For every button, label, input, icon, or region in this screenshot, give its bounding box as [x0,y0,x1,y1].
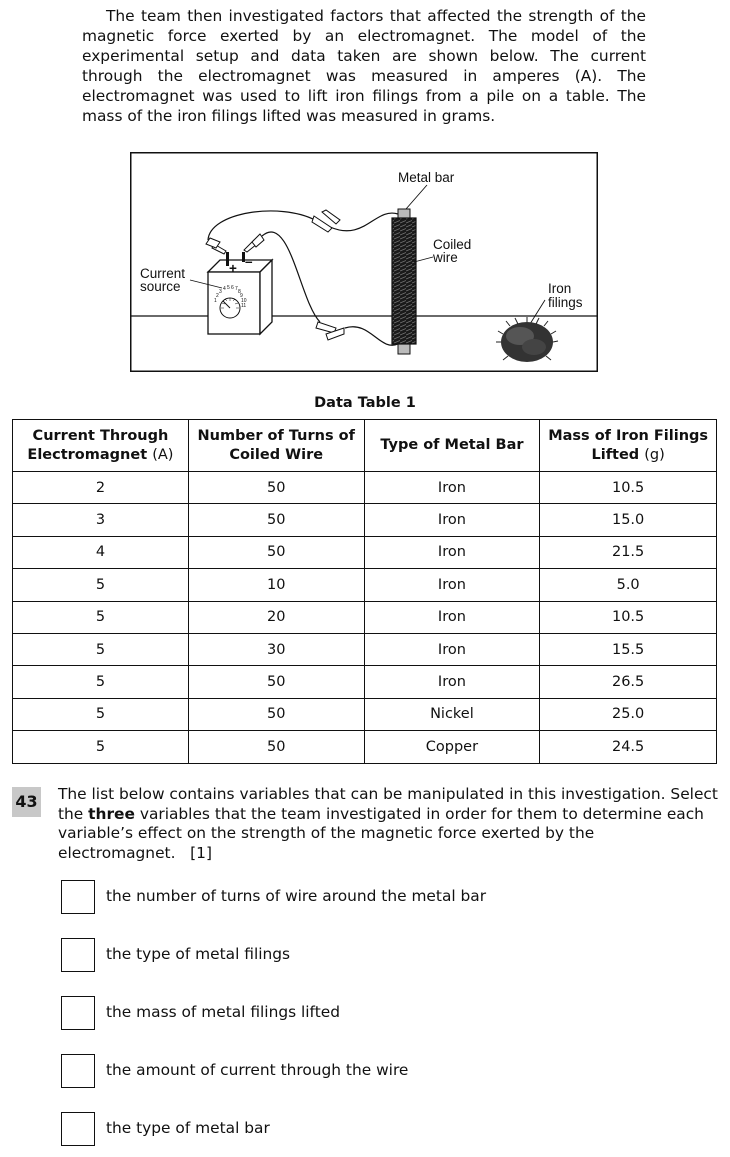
table-cell: 21.5 [540,536,717,568]
table-cell: Iron [364,569,540,601]
table-cell: 15.0 [540,504,717,536]
svg-text:5: 5 [227,285,230,291]
option-checkbox[interactable] [61,1054,95,1088]
header-current: Current Through Electromagnet (A) [13,420,189,472]
option-number-of-turns [61,880,661,914]
option-type-of-filings [61,938,661,972]
option-checkbox[interactable] [61,880,95,914]
table-cell: 5 [13,731,189,763]
svg-text:+: + [229,261,237,276]
svg-text:1: 1 [214,298,217,304]
header-mass: Mass of Iron Filings Lifted (g) [540,420,717,472]
option-label: the number of turns of wire around the metal bar [106,887,487,905]
option-checkbox[interactable] [61,996,95,1030]
svg-text:8: 8 [238,289,241,295]
option-checkbox[interactable] [61,1112,95,1146]
svg-text:2: 2 [216,293,219,299]
table-cell: 10.5 [540,601,717,633]
table-cell: 10 [188,569,364,601]
intro-paragraph: The team then investigated factors that affected the strength of the magnetic force exerted by an electromagnet. The model of the experimental setup and data taken are shown below. The current through the electromagnet was measured in amperes (A). The electromagnet was used to lift iron filings from a pile on a table. The mass of the iron filings lifted was measured in grams. [82,7,646,125]
option-label: the amount of current through the wire [106,1061,409,1079]
table-cell: 5 [13,698,189,730]
iron-filings-pile [496,317,558,362]
table-row [13,504,717,536]
table-cell: 50 [188,504,364,536]
iron-filings-label: Iron [548,281,572,296]
svg-text:source: source [140,279,181,294]
question-number: 43 [12,787,41,817]
data-table-title: Data Table 1 [314,395,416,411]
terminal-clips [206,234,264,254]
experimental-setup-diagram [130,152,598,372]
table-header-row [13,420,717,472]
option-label: the type of metal bar [106,1119,270,1137]
table-cell: 50 [188,536,364,568]
question-text: The list below contains variables that can be manipulated in this investigation. Select the three variables that the team investigated in order for them to determine each variable’s effect on the strength of the magnetic force exerted by the electromagnet. [1] [58,785,718,862]
option-label: the mass of metal filings lifted [106,1003,340,1021]
current-source [208,252,272,334]
svg-text:9: 9 [240,293,243,299]
coiled-wire-label: Coiled [433,237,472,252]
question-points: [1] [190,843,212,862]
header-metal-bar: Type of Metal Bar [364,420,540,472]
svg-text:10: 10 [241,298,247,304]
metal-bar-label: Metal bar [398,170,455,185]
svg-text:6: 6 [231,285,234,291]
svg-text:11: 11 [241,303,247,309]
table-cell: 5 [13,633,189,665]
table-cell: Nickel [364,698,540,730]
option-mass-of-filings [61,996,661,1030]
table-cell: 50 [188,698,364,730]
table-row [13,536,717,568]
table-cell: Iron [364,472,540,504]
table-cell: 50 [188,472,364,504]
table-cell: 4 [13,536,189,568]
table-cell: Iron [364,601,540,633]
data-table [12,419,717,764]
table-row [13,666,717,698]
svg-text:3: 3 [219,289,222,295]
table-cell: 5 [13,569,189,601]
table-row [13,472,717,504]
current-source-label: Current [140,266,186,281]
electromagnet-coil [392,209,416,354]
table-cell: 5 [13,601,189,633]
option-type-of-bar [61,1112,661,1146]
svg-text:filings: filings [548,295,583,310]
svg-text:7: 7 [235,286,238,292]
option-label: the type of metal filings [106,945,291,963]
table-cell: Iron [364,536,540,568]
option-amount-of-current [61,1054,661,1088]
table-cell: 3 [13,504,189,536]
table-row [13,569,717,601]
svg-text:4: 4 [223,286,226,292]
table-row [13,731,717,763]
table-cell: 26.5 [540,666,717,698]
table-cell: Iron [364,666,540,698]
table-row [13,698,717,730]
option-checkbox[interactable] [61,938,95,972]
table-cell: Copper [364,731,540,763]
table-cell: 25.0 [540,698,717,730]
table-cell: 30 [188,633,364,665]
table-cell: 2 [13,472,189,504]
table-row [13,601,717,633]
table-cell: Iron [364,504,540,536]
table-cell: 24.5 [540,731,717,763]
table-row [13,633,717,665]
table-cell: 5.0 [540,569,717,601]
table-cell: 50 [188,731,364,763]
table-cell: 10.5 [540,472,717,504]
svg-text:–: – [245,254,253,269]
table-cell: 20 [188,601,364,633]
svg-text:wire: wire [433,250,458,265]
table-cell: 50 [188,666,364,698]
table-cell: 5 [13,666,189,698]
table-cell: 15.5 [540,633,717,665]
table-cell: Iron [364,633,540,665]
header-turns: Number of Turns of Coiled Wire [188,420,364,472]
